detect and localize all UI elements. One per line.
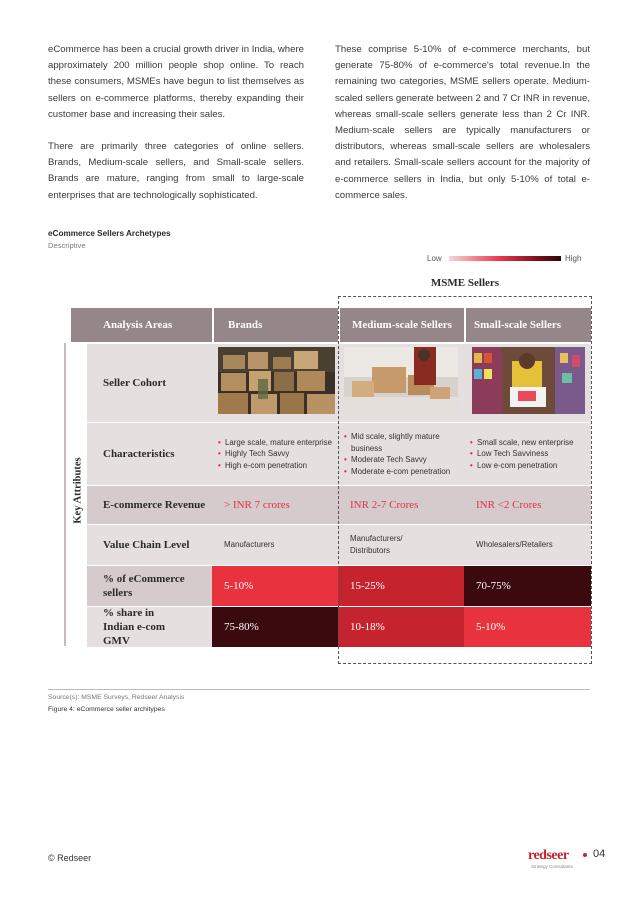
header-small-scale: Small-scale Sellers [466,308,591,342]
source-divider [48,689,590,690]
list-item: • Large scale, mature enterprise [218,437,332,449]
msme-sellers-title: MSME Sellers [430,277,500,289]
row-label-seller-cohort [87,344,212,422]
pct-sellers-brands-value: 5-10% [224,580,254,592]
revenue-brands-value: > INR 7 crores [224,499,290,511]
msme-group-outline [338,296,592,664]
left-paragraph-1: eCommerce has been a crucial growth driver in India, where approximately 200 million people shop online. To reach these consumers, MSMEs have begun to list themselves as sellers on e-commerce platforms, thereby expanding their customer base and increasing their sales. [48,44,304,120]
pct-sellers-small-value: 70-75% [476,580,511,592]
pct-gmv-brands-value: 75-80% [224,621,259,633]
pct-gmv-brands-cell [212,607,338,647]
legend-gradient-bar [449,256,561,261]
figure-subtitle: Descriptive [48,241,86,250]
list-item: • High e-com penetration [218,460,332,472]
value-chain-brands-value: Manufacturers [224,540,275,549]
value-chain-label: Value Chain Level [103,539,190,551]
key-attributes-label: Key Attributes [72,457,84,524]
brands-warehouse-image [218,347,335,414]
header-spacer [71,308,87,342]
list-item: • Mid scale, slightly mature business [344,431,456,454]
source-note: Source(s): MSME Surveys, Redseer Analysis [48,694,185,701]
row-label-pct-sellers [87,566,212,606]
legend-low-label: Low [427,254,442,263]
left-column-text [48,42,304,220]
pct-gmv-label: % share in Indian e-com GMV [103,607,166,647]
list-item: • Low e-com penetration [470,460,573,472]
pct-gmv-medium-value: 10-18% [350,621,385,633]
copyright: © Redseer [48,853,92,863]
value-chain-medium-value: Manufacturers/ Distributors [350,534,403,555]
row-label-value-chain [87,525,212,565]
right-column-text [335,42,590,220]
legend-high-label: High [565,254,582,263]
header-brands: Brands [214,308,338,342]
key-attributes-bar [64,343,66,646]
list-item: • Low Tech Savviness [470,448,573,460]
value-chain-brands-cell [212,525,338,565]
pct-sellers-brands-cell [212,566,338,606]
characteristics-brands-cell [212,423,338,485]
characteristics-label: Characteristics [103,448,175,460]
seller-cohort-label: Seller Cohort [103,377,167,389]
row-label-pct-gmv [87,607,212,647]
revenue-medium-value: INR 2-7 Crores [350,499,419,511]
value-chain-small-value: Wholesalers/Retailers [476,540,553,549]
pct-sellers-label: % of eCommerce sellers [103,573,185,599]
figure-title: eCommerce Sellers Archetypes [48,229,171,238]
list-item: • Moderate Tech Savvy [344,454,456,466]
pct-gmv-small-value: 5-10% [476,621,506,633]
header-analysis-areas: Analysis Areas [87,308,212,342]
revenue-brands-cell [212,486,338,524]
characteristics-brands-list [212,437,332,472]
page-number: 04 [593,848,606,860]
row-label-characteristics [87,423,212,485]
header-medium-scale: Medium-scale Sellers [340,308,464,342]
footer-dot [583,853,587,857]
redseer-logo: redseer [528,848,569,863]
figure-caption: Figure 4: eCommerce seller architypes [48,706,165,713]
list-item: • Small scale, new enterprise [470,437,573,449]
left-paragraph-2: There are primarily three categories of online sellers. Brands, Medium-scale sellers, and Small-scale sellers. Brands are mature, ranging from small to large-scale enterprises that are technologically sophisticated. [48,141,304,201]
row-label-ecommerce-revenue [87,486,212,524]
pct-sellers-medium-value: 15-25% [350,580,385,592]
redseer-logo-tagline: Strategy Consultants [531,864,573,869]
right-paragraph-1: These comprise 5-10% of e-commerce merchants, but generate 75-80% of e-commerce's total revenue.In the remaining two categories, MSME sellers operate. Medium-scaled sellers generate between 2 and 7 Cr INR in revenue, whereas small-scale sellers generate less than 2 Cr INR. Medium-scale sellers are typically manufacturers or distributors, whereas small-scale sellers are wholesalers and retailers. Small-scale sellers account for the majority of e-commerce sellers in India, but only 5-10% of total e-commerce sales. [335,44,590,201]
revenue-small-value: INR <2 Crores [476,499,542,511]
list-item: • Moderate e-com penetration [344,466,456,478]
list-item: • Highly Tech Savvy [218,448,332,460]
ecommerce-revenue-label: E-commerce Revenue [103,499,206,511]
